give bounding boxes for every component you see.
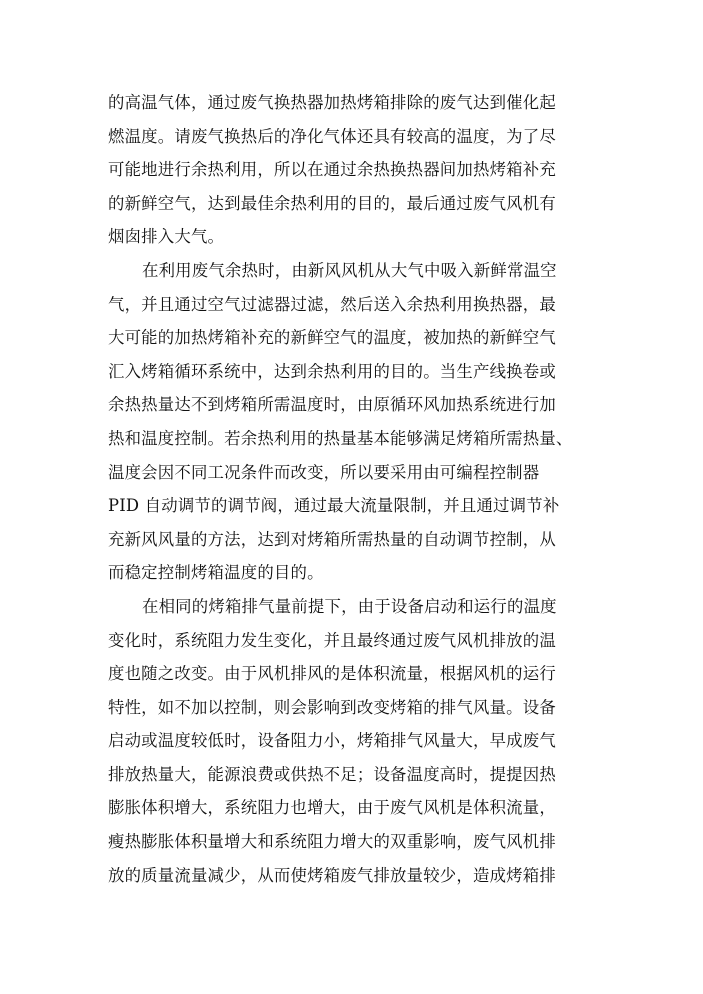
text-line: 的高温气体，通过废气换热器加热烤箱排除的废气达到催化起 — [108, 93, 556, 112]
text-line: PID 自动调节的调节阀，通过最大流量限制，并且通过调节补 — [108, 496, 560, 516]
text-line: 汇入烤箱循环系统中，达到余热利用的目的。当生产线换卷或 — [108, 361, 556, 381]
text-line: 温度会因不同工况条件而改变，所以要采用由可编程控制器 — [108, 462, 540, 482]
text-line: 排放热量大，能源浪费或供热不足；设备温度高时，提提因热 — [108, 764, 556, 784]
text-line: 膨胀体积增大，系统阻力也增大，由于废气风机是体积流量， — [108, 798, 556, 818]
paragraph-first-line: 在相同的烤箱排气量前提下，由于设备启动和运行的温度 — [142, 596, 557, 616]
text-line: 燃温度。请废气换热后的净化气体还具有较高的温度，为了尽 — [108, 126, 556, 146]
text-line: 烟囱排入大气。 — [108, 227, 225, 247]
text-line: 可能地进行余热利用，所以在通过余热换热器间加热烤箱补充 — [108, 160, 556, 180]
text-line: 变化时，系统阻力发生变化，并且最终通过废气风机排放的温 — [108, 630, 556, 650]
text-line: 特性，如不加以控制，则会影响到改变烤箱的排气风量。设备 — [108, 697, 556, 717]
text-line: 余热热量达不到烤箱所需温度时，由原循环风加热系统进行加 — [108, 395, 556, 415]
text-line: 的新鲜空气，达到最佳余热利用的目的，最后通过废气风机有 — [108, 193, 556, 213]
text-line: 大可能的加热烤箱补充的新鲜空气的温度，被加热的新鲜空气 — [108, 328, 556, 348]
text-line: 度也随之改变。由于风机排风的是体积流量，根据风机的运行 — [108, 664, 556, 684]
text-line: 气，并且通过空气过滤器过滤，然后送入余热利用换热器，最 — [108, 294, 556, 314]
paragraph-first-line: 在利用废气余热时，由新风风机从大气中吸入新鲜常温空 — [142, 260, 557, 280]
text-line: 而稳定控制烤箱温度的目的。 — [108, 563, 324, 583]
text-line: 启动或温度较低时，设备阻力小，烤箱排气风量大，早成废气 — [108, 731, 556, 751]
text-line: 充新风风量的方法，达到对烤箱所需热量的自动调节控制，从 — [108, 529, 556, 549]
text-line: 热和温度控制。若余热利用的热量基本能够满足烤箱所需热量、 — [108, 428, 573, 448]
document-page — [108, 86, 588, 892]
text-line: 放的质量流量减少，从而使烤箱废气排放量较少，造成烤箱排 — [108, 865, 556, 885]
text-line: 瘦热膨胀体积量增大和系统阻力增大的双重影响，废气风机排 — [108, 832, 556, 852]
